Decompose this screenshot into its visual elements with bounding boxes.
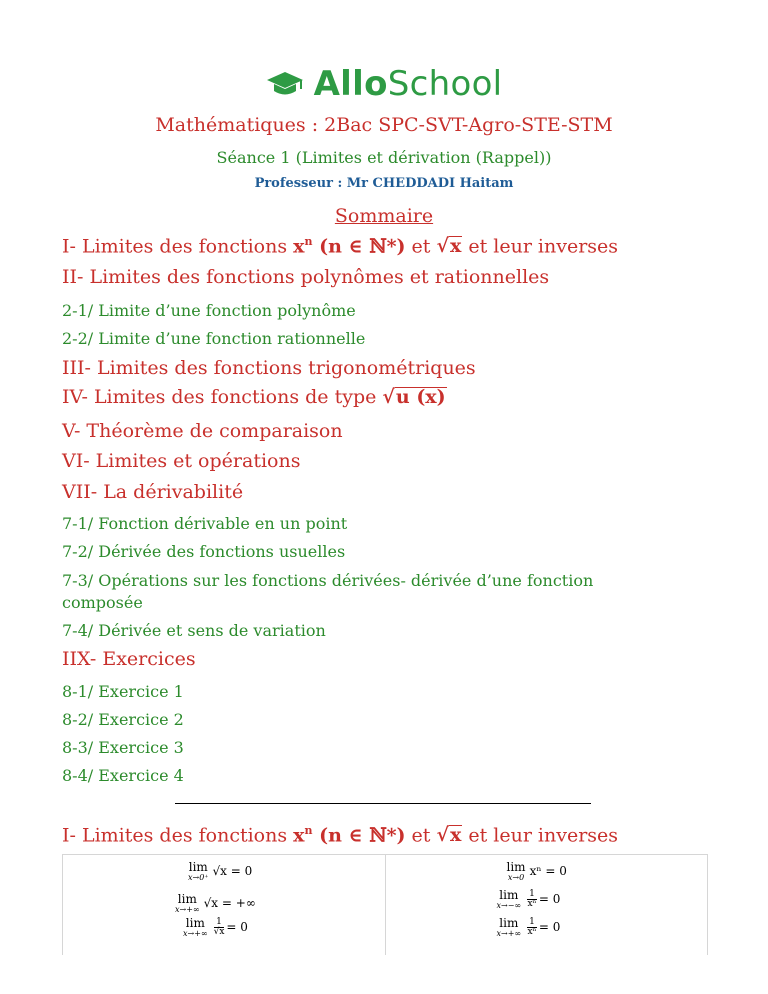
toc-item-7-3[interactable]: 7-3/ Opérations sur les fonctions dérivées- dérivée d’une fonction composée [62, 571, 594, 612]
logo-text: AlloSchool [313, 64, 503, 104]
toc-item-8-4[interactable]: 8-4/ Exercice 4 [62, 766, 184, 785]
teacher-name: Professeur : Mr CHEDDADI Haitam [254, 176, 514, 191]
toc-item-7-1[interactable]: 7-1/ Fonction dérivable en un point [62, 514, 348, 533]
session-title: Séance 1 (Limites et dérivation (Rappel)) [216, 148, 552, 167]
toc-section-7[interactable]: VII- La dérivabilité [62, 481, 244, 503]
limits-left-column [63, 855, 385, 955]
limits-right-column [385, 855, 708, 955]
graduation-cap-icon [266, 70, 304, 98]
limit-sqrt-infinity: lim x→+∞ √x = +∞ [175, 892, 256, 914]
toc-item-8-3[interactable]: 8-3/ Exercice 3 [62, 738, 184, 757]
section-divider [175, 803, 591, 804]
limit-inverse-power-plus-infinity: lim x→+∞ $\frac{1}{\text{xⁿ}}$ = 0 [496, 916, 561, 938]
section-1-heading: I- Limites des fonctions $x^n$ (n ∈ ℕ*) et √ x et leur inverses [62, 824, 619, 847]
toc-section-2[interactable]: II- Limites des fonctions polynômes et rationnelles [62, 266, 550, 288]
limit-sqrt-zero: lim x→0⁺ √x = 0 [188, 860, 253, 882]
limit-inverse-power-minus-infinity: lim x→−∞ $\frac{1}{\text{xⁿ}}$ = 0 [496, 888, 561, 910]
toc-section-6[interactable]: VI- Limites et opérations [62, 450, 301, 472]
toc-item-2-1[interactable]: 2-1/ Limite d’une fonction polynôme [62, 301, 356, 320]
limit-power-zero: lim x→0 xⁿ = 0 [506, 860, 567, 882]
toc-section-8[interactable]: IIX- Exercices [62, 648, 196, 670]
toc-section-5[interactable]: V- Théorème de comparaison [62, 420, 343, 442]
toc-item-8-1[interactable]: 8-1/ Exercice 1 [62, 682, 184, 701]
toc-item-7-4[interactable]: 7-4/ Dérivée et sens de variation [62, 621, 326, 640]
limits-table [62, 854, 708, 955]
toc-item-7-2[interactable]: 7-2/ Dérivée des fonctions usuelles [62, 542, 346, 561]
toc-item-8-2[interactable]: 8-2/ Exercice 2 [62, 710, 184, 729]
summary-title: Sommaire [334, 205, 434, 227]
alloschool-logo [0, 62, 768, 106]
limit-inverse-sqrt: lim x→+∞ $\frac{1}{√x}$ = 0 [183, 916, 248, 938]
toc-section-4[interactable]: IV- Limites des fonctions de type √ u (x) [62, 386, 446, 409]
toc-item-2-2[interactable]: 2-2/ Limite d’une fonction rationnelle [62, 329, 366, 348]
toc-section-3[interactable]: III- Limites des fonctions trigonométriques [62, 357, 476, 379]
toc-section-1[interactable]: I- Limites des fonctions $x^n$ (n ∈ ℕ*) et √ x et leur inverses [62, 235, 619, 258]
course-title: Mathématiques : 2Bac SPC-SVT-Agro-STE-STM [155, 114, 613, 136]
